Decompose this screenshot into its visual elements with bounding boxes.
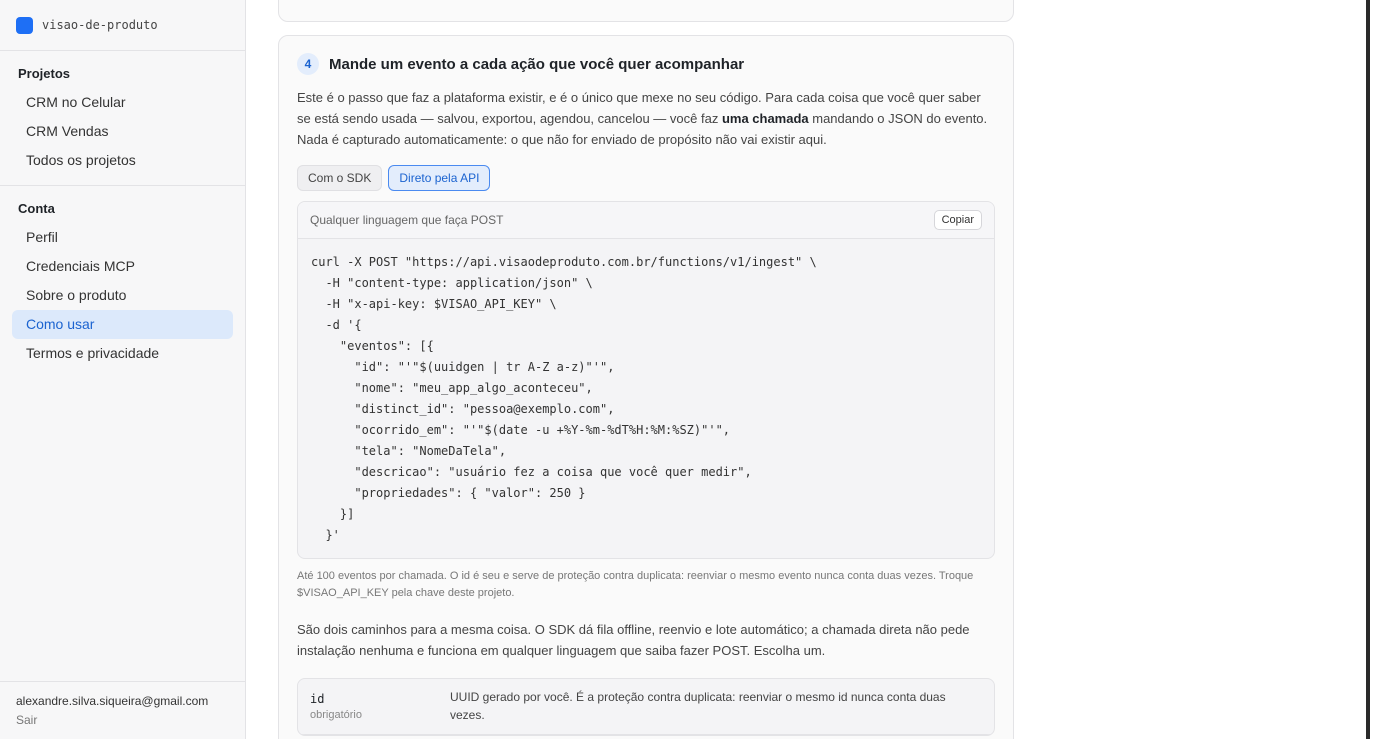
integration-tabs	[297, 165, 995, 191]
sidebar-item-credenciais-mcp[interactable]: Credenciais MCP	[26, 258, 135, 274]
step-number-badge: 4	[297, 53, 319, 75]
code-line: "distinct_id": "pessoa@exemplo.com",	[311, 402, 615, 416]
tab-com-o-sdk[interactable]: Com o SDK	[297, 165, 382, 191]
table-row	[298, 679, 994, 735]
code-line: -d '{	[311, 318, 362, 332]
field-description: UUID gerado por você. É a proteção contra duplicata: reenviar o mesmo id nunca conta duas vezes.	[450, 690, 946, 722]
brand-name: visao-de-produto	[42, 18, 158, 32]
field-name: id	[310, 692, 325, 706]
field-name-cell	[310, 688, 450, 725]
copy-button[interactable]: Copiar	[934, 210, 982, 230]
paths-explanation: São dois caminhos para a mesma coisa. O SDK dá fila offline, reenvio e lote automático; a chamada direta não pede instalação nenhuma e funciona em qualquer linguagem que saiba fazer POST. Escolha um.	[297, 622, 970, 658]
code-line: "id": "'"$(uuidgen | tr A-Z a-z)"'",	[311, 360, 615, 374]
code-line: }'	[311, 528, 340, 542]
account-heading: Conta	[18, 201, 55, 216]
code-line: }]	[311, 507, 355, 521]
previous-step-card	[278, 0, 1014, 22]
field-required-label: obrigatório	[310, 709, 362, 721]
sidebar-item-como-usar[interactable]: Como usar	[12, 310, 233, 339]
logout-link[interactable]: Sair	[16, 713, 38, 727]
code-note: Até 100 eventos por chamada. O id é seu e serve de proteção contra duplicata: reenviar o mesmo evento nunca conta duas vezes. Troque $VISAO_API_KEY pela chave deste projeto.	[297, 570, 974, 599]
code-language-label: Qualquer linguagem que faça POST	[310, 213, 504, 227]
sidebar-item-perfil[interactable]: Perfil	[26, 229, 58, 245]
sidebar	[0, 0, 246, 739]
window-edge	[1366, 0, 1370, 739]
projects-section	[0, 51, 245, 186]
code-line: "ocorrido_em": "'"$(date -u +%Y-%m-%dT%H:%M:%SZ)"'",	[311, 423, 731, 437]
fields-table	[297, 678, 995, 736]
code-line: curl -X POST "https://api.visaodeproduto.com.br/functions/v1/ingest" \	[311, 255, 817, 269]
code-line: "propriedades": { "valor": 250 }	[311, 486, 586, 500]
intro-text-start: Este é o passo que faz a plataforma existir, e é o único que mexe no seu código. Para cada coisa que você quer saber se está sendo usada — salvou, exportou, agendou, cancelou — você faz	[297, 90, 981, 126]
brand[interactable]	[0, 0, 245, 51]
brand-logo-icon	[16, 17, 33, 34]
code-line: "nome": "meu_app_algo_aconteceu",	[311, 381, 593, 395]
step-title: Mande um evento a cada ação que você quer acompanhar	[329, 55, 745, 73]
sidebar-item-termos-e-privacidade[interactable]: Termos e privacidade	[26, 345, 160, 361]
account-section	[0, 186, 245, 378]
step-header	[297, 52, 995, 76]
code-line: "descricao": "usuário fez a coisa que você quer medir",	[311, 465, 752, 479]
step-intro	[297, 87, 997, 150]
code-line: "tela": "NomeDaTela",	[311, 444, 507, 458]
tab-direto-pela-api[interactable]: Direto pela API	[388, 165, 490, 191]
code-block-header	[298, 202, 994, 239]
code-line: -H "content-type: application/json" \	[311, 276, 593, 290]
projects-heading: Projetos	[18, 66, 71, 81]
intro-text-end: mandando o JSON do evento. Nada é capturado automaticamente: o que não for enviado de propósito não vai existir aqui.	[297, 111, 988, 147]
code-body	[298, 239, 994, 558]
intro-text-bold: uma chamada	[721, 111, 809, 126]
sidebar-footer	[0, 681, 245, 739]
code-line: -H "x-api-key: $VISAO_API_KEY" \	[311, 297, 557, 311]
main-content	[246, 0, 1370, 739]
sidebar-item-crm-vendas[interactable]: CRM Vendas	[26, 123, 109, 139]
code-line: "eventos": [{	[311, 339, 434, 353]
step-card	[278, 35, 1014, 739]
code-block	[297, 201, 995, 559]
sidebar-item-sobre-o-produto[interactable]: Sobre o produto	[26, 287, 127, 303]
sidebar-item-todos-os-projetos[interactable]: Todos os projetos	[26, 152, 136, 168]
user-email: alexandre.silva.siqueira@gmail.com	[16, 694, 209, 708]
sidebar-item-crm-no-celular[interactable]: CRM no Celular	[26, 94, 126, 110]
